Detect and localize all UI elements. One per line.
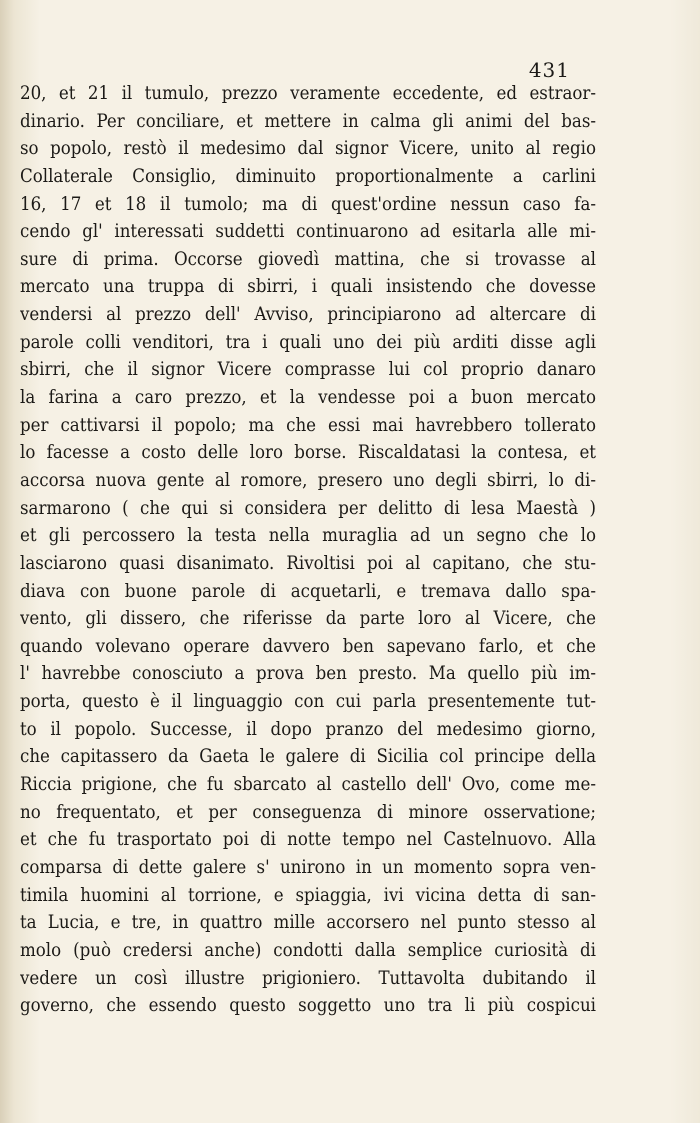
text-line: sbirri, che il signor Vicere comprasse lui col proprio danaro [20, 359, 596, 381]
text-line: so popolo, restò il medesimo dal signor Vicere, unito al regio [20, 138, 596, 160]
text-line: comparsa di dette galere s' unirono in un momento sopra ven- [20, 856, 596, 878]
text-line: la farina a caro prezzo, et la vendesse poi a buon mercato [20, 387, 596, 409]
text-line: mercato una truppa di sbirri, i quali insistendo che dovesse [20, 276, 596, 298]
text-line: che capitassero da Gaeta le galere di Sicilia col principe della [20, 746, 596, 768]
text-line: 16, 17 et 18 il tumolo; ma di quest'ordine nessun caso fa- [20, 193, 596, 215]
page-number: 431 [528, 58, 570, 82]
text-line: Riccia prigione, che fu sbarcato al castello dell' Ovo, come me- [20, 774, 596, 796]
text-line: 20, et 21 il tumulo, prezzo veramente eccedente, ed estraor- [20, 83, 596, 104]
text-line: vendersi al prezzo dell' Avviso, principiarono ad altercare di [20, 304, 596, 326]
text-line: Collaterale Consiglio, diminuito proportionalmente a carlini [20, 165, 596, 187]
text-line: governo, che essendo questo soggetto uno tra li più cospicui [20, 995, 596, 1017]
text-line: accorsa nuova gente al romore, presero uno degli sbirri, lo di- [20, 469, 596, 491]
text-line: cendo gl' interessati suddetti continuarono ad esitarla alle mi- [20, 221, 596, 243]
text-line: timila huomini al torrione, e spiaggia, ivi vicina detta di san- [20, 884, 596, 906]
text-line: parole colli venditori, tra i quali uno dei più arditi disse agli [20, 331, 596, 353]
text-line: per cattivarsi il popolo; ma che essi mai havrebbero tollerato [20, 414, 596, 436]
text-line: ta Lucia, e tre, in quattro mille accorsero nel punto stesso al [20, 912, 596, 934]
text-line: quando volevano operare davvero ben sapevano farlo, et che [20, 635, 596, 657]
text-line: sure di prima. Occorse giovedì mattina, che si trovasse al [20, 248, 596, 270]
text-line: no frequentato, et per conseguenza di minore osservatione; [20, 801, 596, 823]
text-line: l' havrebbe conosciuto a prova ben presto. Ma quello più im- [20, 663, 596, 685]
body-text [20, 80, 596, 1020]
text-line: to il popolo. Successe, il dopo pranzo del medesimo giorno, [20, 718, 596, 740]
text-line: et che fu trasportato poi di notte tempo nel Castelnuovo. Alla [20, 829, 596, 851]
text-line: et gli percossero la testa nella muraglia ad un segno che lo [20, 525, 596, 547]
text-line: lo facesse a costo delle loro borse. Riscaldatasi la contesa, et [20, 442, 596, 464]
text-line: porta, questo è il linguaggio con cui parla presentemente tut- [20, 691, 596, 713]
text-line: vedere un così illustre prigioniero. Tuttavolta dubitando il [20, 967, 596, 989]
text-line: molo (può credersi anche) condotti dalla semplice curiosità di [20, 939, 596, 961]
text-line: vento, gli dissero, che riferisse da parte loro al Vicere, che [20, 608, 596, 630]
text-line: dinario. Per conciliare, et mettere in calma gli animi del bas- [20, 110, 596, 132]
text-line: sarmarono ( che qui si considera per delitto di lesa Maestà ) [20, 497, 596, 519]
text-line: diava con buone parole di acquetarli, e tremava dallo spa- [20, 580, 596, 602]
text-line: lasciarono quasi disanimato. Rivoltisi poi al capitano, che stu- [20, 552, 596, 574]
